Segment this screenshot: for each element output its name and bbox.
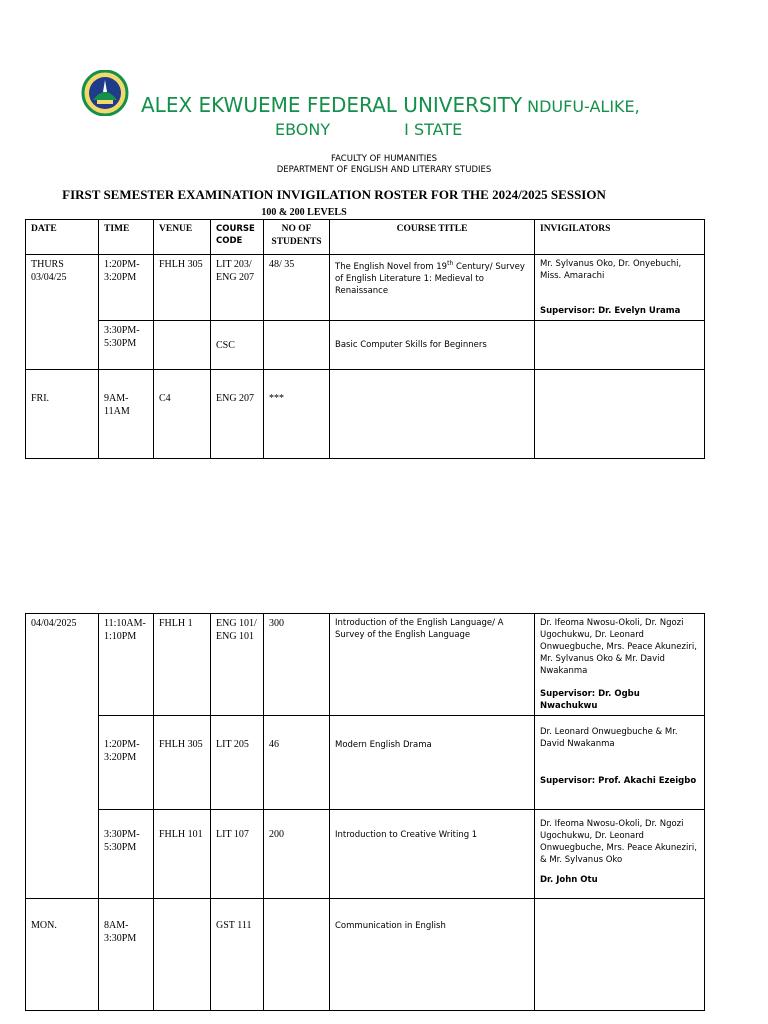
course-title-cell bbox=[330, 370, 535, 459]
table-row bbox=[26, 899, 705, 1011]
column-header-date: DATE bbox=[26, 220, 99, 255]
faculty-label: FACULTY OF HUMANITIES bbox=[331, 154, 437, 164]
students-cell: *** bbox=[264, 370, 330, 459]
invigilators-cell bbox=[535, 370, 705, 459]
column-header-course-code: COURSE CODE bbox=[211, 220, 264, 255]
table-header-row bbox=[26, 220, 705, 255]
venue-cell: FHLH 101 bbox=[154, 810, 211, 899]
course-title-part-b: Century/ Survey of English Literature 1: Medieval to Renaissance bbox=[335, 261, 525, 296]
table-row bbox=[26, 716, 705, 810]
course-code-cell: LIT 107 bbox=[211, 810, 264, 899]
course-title-cell: Modern English Drama bbox=[330, 716, 535, 810]
invigilators-cell bbox=[535, 321, 705, 370]
students-cell bbox=[264, 899, 330, 1011]
state-part-1: EBONY bbox=[275, 120, 331, 139]
column-header-time: TIME bbox=[99, 220, 154, 255]
invigilators-text: Dr. Ifeoma Nwosu-Okoli, Dr. Ngozi Ugochukwu, Dr. Leonard Onwuegbuche, Mrs. Peace Akuneziri, & Mr. Sylvanus Oko bbox=[540, 819, 697, 865]
course-title-cell: Communication in English bbox=[330, 899, 535, 1011]
venue-cell: FHLH 1 bbox=[154, 614, 211, 716]
course-code-cell: GST 111 bbox=[211, 899, 264, 1011]
roster-title: FIRST SEMESTER EXAMINATION INVIGILATION ROSTER FOR THE 2024/2025 SESSION bbox=[62, 187, 606, 202]
time-cell: 9AM-11AM bbox=[99, 370, 154, 459]
course-code-cell: ENG 207 bbox=[211, 370, 264, 459]
department-label: DEPARTMENT OF ENGLISH AND LITERARY STUDIES bbox=[276, 165, 492, 175]
table-row bbox=[26, 255, 705, 321]
table-row bbox=[26, 614, 705, 716]
time-cell: 11:10AM-1:10PM bbox=[99, 614, 154, 716]
course-title-cell: Introduction to Creative Writing 1 bbox=[330, 810, 535, 899]
students-cell: 300 bbox=[264, 614, 330, 716]
university-name-text: ALEX EKWUEME FEDERAL UNIVERSITY bbox=[141, 93, 523, 117]
invigilators-text: Dr. Leonard Onwuegbuche & Mr. David Nwakanma bbox=[540, 727, 678, 749]
state-part-2: I STATE bbox=[404, 120, 463, 139]
time-cell: 1:20PM-3:20PM bbox=[99, 716, 154, 810]
supervisor-text: Supervisor: Dr. Evelyn Urama bbox=[540, 306, 681, 316]
invigilators-text: Dr. Ifeoma Nwosu-Okoli, Dr. Ngozi Ugochukwu, Dr. Leonard Onwuegbuche, Mrs. Peace Akuneziri, Mr. Sylvanus Oko & Mr. David Nwakanma bbox=[540, 618, 697, 676]
course-code-cell: ENG 101/ ENG 101 bbox=[211, 614, 264, 716]
course-title-cell bbox=[330, 255, 535, 321]
course-title-cell: Introduction of the English Language/ A Survey of the English Language bbox=[330, 614, 535, 716]
invigilators-cell bbox=[535, 899, 705, 1011]
supervisor-text: Dr. John Otu bbox=[540, 875, 598, 885]
time-cell: 1:20PM-3:20PM bbox=[99, 255, 154, 321]
course-code-cell: LIT 203/ ENG 207 bbox=[211, 255, 264, 321]
course-title-superscript: th bbox=[447, 260, 454, 267]
date-cell: 04/04/2025 bbox=[26, 614, 99, 899]
students-cell bbox=[264, 321, 330, 370]
course-title-part-a: The English Novel from 19 bbox=[335, 261, 448, 272]
date-cell: FRI. bbox=[26, 370, 99, 459]
table-row bbox=[26, 370, 705, 459]
university-location: NDUFU-ALIKE, bbox=[527, 97, 640, 116]
invigilators-cell bbox=[535, 810, 705, 899]
students-cell: 48/ 35 bbox=[264, 255, 330, 321]
course-code-cell: CSC bbox=[211, 321, 264, 370]
venue-cell: C4 bbox=[154, 370, 211, 459]
venue-cell bbox=[154, 321, 211, 370]
venue-cell: FHLH 305 bbox=[154, 255, 211, 321]
roster-table-2 bbox=[25, 613, 705, 1011]
course-title-cell: Basic Computer Skills for Beginners bbox=[330, 321, 535, 370]
date-cell: MON. bbox=[26, 899, 99, 1011]
course-code-cell: LIT 205 bbox=[211, 716, 264, 810]
university-logo bbox=[81, 70, 129, 116]
column-header-course-title: COURSE TITLE bbox=[330, 220, 535, 255]
time-cell: 8AM-3:30PM bbox=[99, 899, 154, 1011]
state-line bbox=[275, 120, 462, 139]
table-row bbox=[26, 810, 705, 899]
students-cell: 46 bbox=[264, 716, 330, 810]
roster-table-1 bbox=[25, 219, 705, 459]
university-name bbox=[141, 93, 640, 117]
venue-cell bbox=[154, 899, 211, 1011]
invigilators-text: Mr. Sylvanus Oko, Dr. Onyebuchi, Miss. Amarachi bbox=[540, 259, 682, 281]
time-cell: 3:30PM-5:30PM bbox=[99, 321, 154, 370]
invigilators-cell bbox=[535, 614, 705, 716]
supervisor-text: Supervisor: Dr. Ogbu Nwachukwu bbox=[540, 689, 640, 711]
date-cell: THURS 03/04/25 bbox=[26, 255, 99, 370]
column-header-venue: VENUE bbox=[154, 220, 211, 255]
column-header-no-of-students: NO OF STUDENTS bbox=[264, 220, 330, 255]
invigilators-cell bbox=[535, 716, 705, 810]
supervisor-text: Supervisor: Prof. Akachi Ezeigbo bbox=[540, 776, 697, 786]
column-header-invigilators: INVIGILATORS bbox=[535, 220, 705, 255]
table-row bbox=[26, 321, 705, 370]
time-cell: 3:30PM-5:30PM bbox=[99, 810, 154, 899]
students-cell: 200 bbox=[264, 810, 330, 899]
levels-label: 100 & 200 LEVELS bbox=[261, 207, 347, 218]
invigilators-cell bbox=[535, 255, 705, 321]
venue-cell: FHLH 305 bbox=[154, 716, 211, 810]
